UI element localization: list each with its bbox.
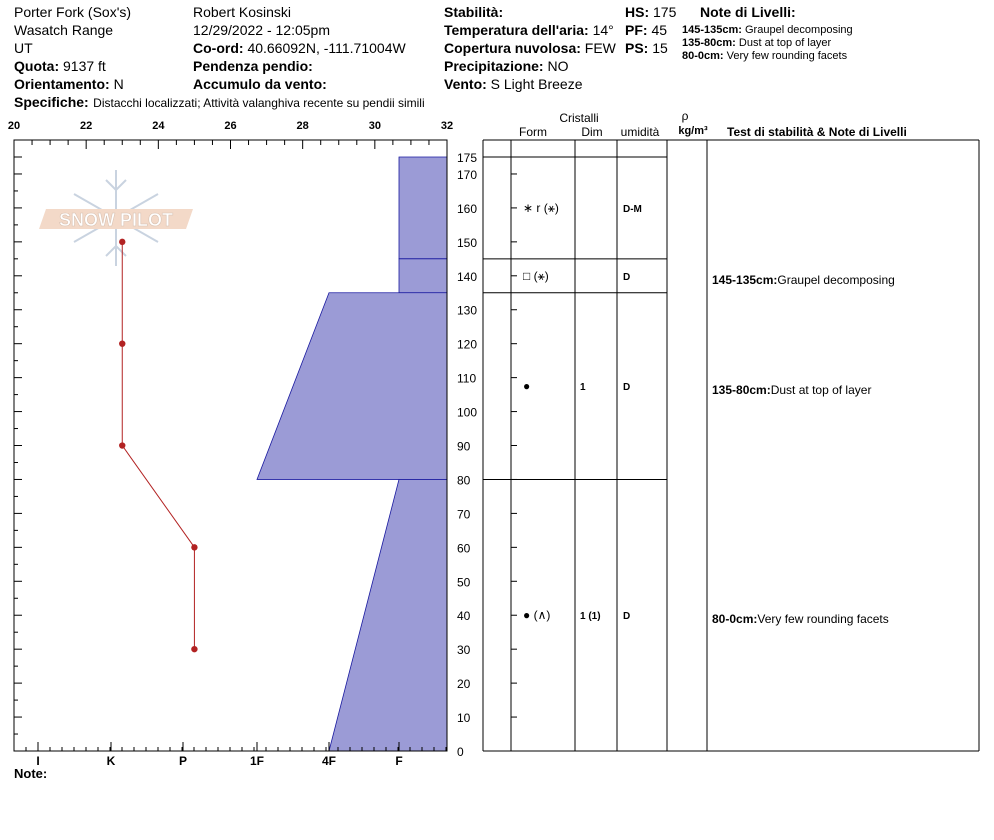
layer-note-text: Very few rounding facets (757, 612, 889, 627)
elevation-label: Quota: (14, 58, 60, 74)
hardness-layer-4 (329, 479, 447, 751)
layer-stability-note (712, 383, 871, 397)
mountain-range: Wasatch Range (14, 22, 114, 38)
cloud-label: Copertura nuvolosa: (444, 40, 581, 56)
header-humidity: umidità (620, 125, 660, 139)
hardness-tick-label: 1F (249, 754, 265, 768)
depth-tick-label: 100 (457, 405, 478, 420)
depth-tick-label: 60 (457, 541, 471, 556)
location-name: Porter Fork (Sox's) (14, 4, 132, 20)
temperature-point (119, 340, 125, 346)
temp-tick-label: 32 (440, 120, 454, 132)
layer-humidity: D (623, 382, 631, 394)
hardness-layer-2 (399, 259, 447, 293)
depth-tick-label: 150 (457, 235, 478, 250)
layer-form: ∗ r (⚹) (523, 200, 559, 215)
pf-value: 45 (651, 22, 668, 38)
hardness-tick-label: 4F (321, 754, 337, 768)
depth-tick-label: 140 (457, 269, 478, 284)
note-label: Note: (14, 766, 48, 781)
temperature-point (191, 646, 197, 652)
slope-label: Pendenza pendio: (193, 58, 313, 74)
depth-tick-label: 175 (457, 151, 478, 165)
hardness-layer-1 (399, 157, 447, 259)
datetime: 12/29/2022 - 12:05pm (193, 22, 330, 38)
layer-size: 1 (1) (580, 611, 601, 623)
layer-note-range: 135-80cm: (712, 383, 771, 398)
depth-tick-label: 120 (457, 337, 478, 352)
depth-tick-label: 130 (457, 303, 478, 318)
temperature-point (119, 239, 125, 245)
layer-form: ● (523, 379, 531, 394)
depth-tick-label: 70 (457, 507, 471, 522)
hs-label: HS: (625, 4, 650, 20)
hardness-layer-3 (257, 293, 447, 480)
wind-label: Vento: (444, 76, 487, 92)
layer-note-range: 80-0cm: (682, 50, 724, 62)
depth-tick-label: 160 (457, 201, 478, 216)
layer-humidity: D-M (623, 203, 642, 215)
layer-stability-note (712, 612, 889, 626)
hardness-tick-label: I (36, 754, 40, 768)
coord-label: Co-ord: (193, 40, 244, 56)
layer-humidity: D (623, 271, 631, 283)
temperature-point (119, 442, 125, 448)
temperature-line (122, 242, 194, 649)
hardness-tick-label: F (395, 754, 403, 768)
temp-tick-label: 28 (296, 120, 309, 132)
temp-tick-label: 26 (224, 120, 237, 132)
pf-label: PF: (625, 22, 648, 38)
depth-tick-label: 20 (457, 677, 471, 692)
header-tests: Test di stabilità & Note di Livelli (727, 125, 907, 139)
layer-note-text: Graupel decomposing (777, 272, 895, 287)
depth-tick-label: 50 (457, 575, 471, 590)
aspect-label: Orientamento: (14, 76, 110, 92)
temp-tick-label: 20 (7, 120, 21, 132)
layer-stability-note (712, 273, 895, 287)
snowpilot-logo (39, 170, 193, 266)
layer-note-range: 80-0cm: (712, 612, 758, 627)
wind-value: S Light Breeze (490, 76, 583, 92)
hardness-tick-label: K (106, 754, 116, 768)
header-density-symbol: ρ (681, 109, 689, 123)
temperature-profile (119, 239, 198, 653)
hs-value: 175 (653, 4, 677, 20)
airtemp-value: 14° (592, 22, 614, 38)
ps-value: 15 (652, 40, 668, 56)
layer-note-text: Dust at top of layer (770, 383, 872, 398)
layer-note-text: Dust at top of layer (738, 37, 832, 49)
temperature-point (191, 544, 197, 550)
cloud-value: FEW (584, 40, 616, 56)
elevation-value: 9137 ft (63, 58, 106, 74)
layer-note-text: Very few rounding facets (726, 50, 848, 62)
layer-note-range: 145-135cm: (682, 24, 742, 36)
header-size: Dim (581, 125, 603, 139)
header-form: Form (519, 125, 547, 139)
depth-tick-label: 90 (457, 439, 471, 454)
aspect-value: N (113, 76, 124, 92)
observer: Robert Kosinski (193, 4, 292, 20)
hardness-profile (257, 157, 447, 751)
temp-tick-label: 22 (80, 120, 93, 132)
logo-text: SNOW PILOT (59, 210, 173, 230)
depth-tick-label: 10 (457, 711, 471, 726)
header-crystals: Cristalli (559, 111, 599, 125)
depth-tick-label: 30 (457, 643, 471, 658)
wind-load-label: Accumulo da vento: (193, 76, 327, 92)
layer-note-text: Graupel decomposing (745, 24, 853, 36)
depth-tick-label: 110 (457, 371, 477, 386)
airtemp-label: Temperatura dell'aria: (444, 22, 589, 38)
layer-form: □ (⚹) (523, 268, 549, 283)
depth-tick-label: 170 (457, 167, 478, 182)
depth-tick-label: 80 (457, 473, 471, 488)
header-density-unit: kg/m³ (678, 125, 708, 137)
ps-label: PS: (625, 40, 649, 56)
depth-tick-label: 40 (457, 609, 471, 624)
precip-value: NO (547, 58, 569, 74)
layer-note-range: 135-80cm: (682, 37, 736, 49)
layer-humidity: D (623, 611, 631, 623)
precip-label: Precipitazione: (444, 58, 544, 74)
layer-note-range: 145-135cm: (712, 272, 778, 287)
state: UT (14, 40, 33, 56)
depth-tick-label: 0 (457, 745, 464, 759)
layer-notes-title: Note di Livelli: (700, 4, 796, 20)
stability-label: Stabilità: (444, 4, 504, 20)
coord-value: 40.66092N, -111.71004W (247, 40, 406, 56)
specifics-label: Specifiche: (14, 94, 89, 110)
temp-tick-label: 24 (152, 120, 165, 132)
temp-tick-label: 30 (368, 120, 381, 132)
hardness-tick-label: P (178, 754, 188, 768)
layer-table (483, 109, 979, 751)
specifics-value: Distacchi localizzati; Attività valanghiva recente su pendii simili (93, 96, 425, 110)
layer-form: ● (∧) (523, 608, 551, 623)
layer-size: 1 (580, 382, 586, 394)
